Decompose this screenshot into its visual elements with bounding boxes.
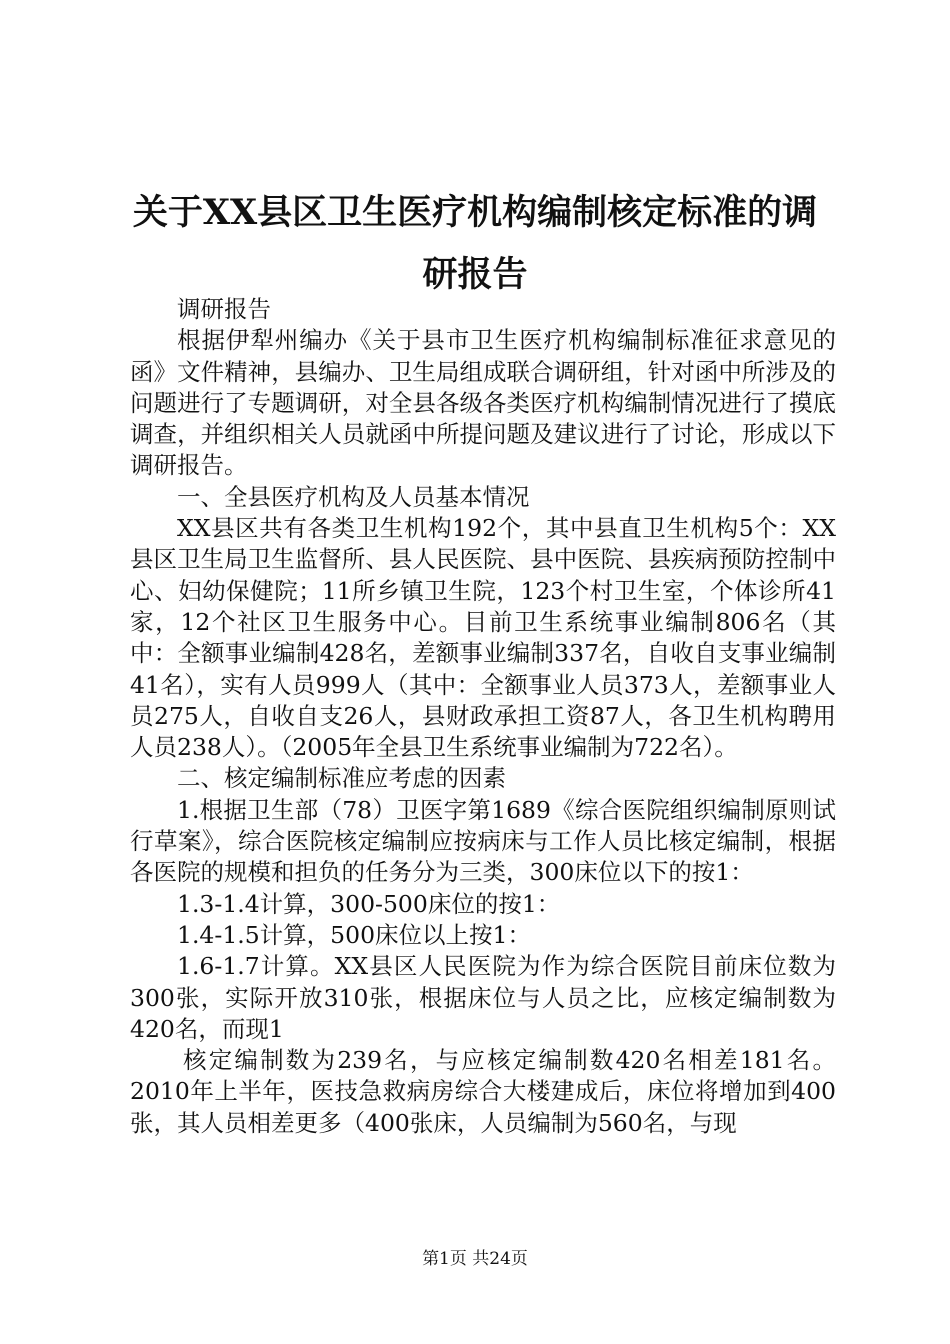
paragraph-ratio-2: 1.4-1.5计算，500床位以上按1： <box>177 920 531 949</box>
title-line-1: 关于XX县区卫生医疗机构编制核定标准的调 <box>132 192 818 233</box>
document-title <box>100 182 850 306</box>
paragraph-factor-1: 1.根据卫生部（78）卫医字第1689《综合医院组织编制原则试行草案》，综合医院核定编制应按病床与工作人员比核定编制，根据各医院的规模和担负的任务分为三类，300床位以下的按1： <box>130 795 836 887</box>
paragraph-intro: 根据伊犁州编办《关于县市卫生医疗机构编制标准征求意见的函》文件精神，县编办、卫生局组成联合调研组，针对函中所涉及的问题进行了专题调研，对全县各级各类医疗机构编制情况进行了摸底调查，并组织相关人员就函中所提问题及建议进行了讨论，形成以下调研报告。 <box>130 326 836 480</box>
paragraph-basic-info: XX县区共有各类卫生机构192个，其中县直卫生机构5个：XX县区卫生局卫生监督所、县人民医院、县中医院、县疾病预防控制中心、妇幼保健院；11所乡镇卫生院，123个村卫生室，个体诊所41家，12个社区卫生服务中心。目前卫生系统事业编制806名（其中：全额事业编制428名，差额事业编制337名，自收自支事业编制41名），实有人员999人（其中：全额事业人员373人，差额事业人员275人，自收自支26人，县财政承担工资87人，各卫生机构聘用人员238人）。（2005年全县卫生系统事业编制为722名）。 <box>130 514 836 762</box>
page-footer: 第1页 共24页 <box>422 1249 528 1269</box>
section-heading-2: 二、核定编制标准应考虑的因素 <box>177 764 506 793</box>
paragraph-subtitle: 调研报告 <box>177 295 271 323</box>
paragraph-ratio-1: 1.3-1.4计算，300-500床位的按1： <box>177 889 561 918</box>
title-line-2: 研报告 <box>422 254 528 295</box>
document-body <box>130 294 836 1139</box>
paragraph-staffing-gap: 核定编制数为239名，与应核定编制数420名相差181名。2010年上半年，医技急救病房综合大楼建成后，床位将增加到400张，其人员相差更多（400张床，人员编制为560名，与现 <box>130 1046 836 1137</box>
section-heading-1: 一、全县医疗机构及人员基本情况 <box>177 482 530 511</box>
paragraph-ratio-3: 1.6-1.7计算。XX县区人民医院为作为综合医院目前床位数为300张，实际开放310张，根据床位与人员之比，应核定编制数为420名，而现1 <box>130 952 836 1043</box>
